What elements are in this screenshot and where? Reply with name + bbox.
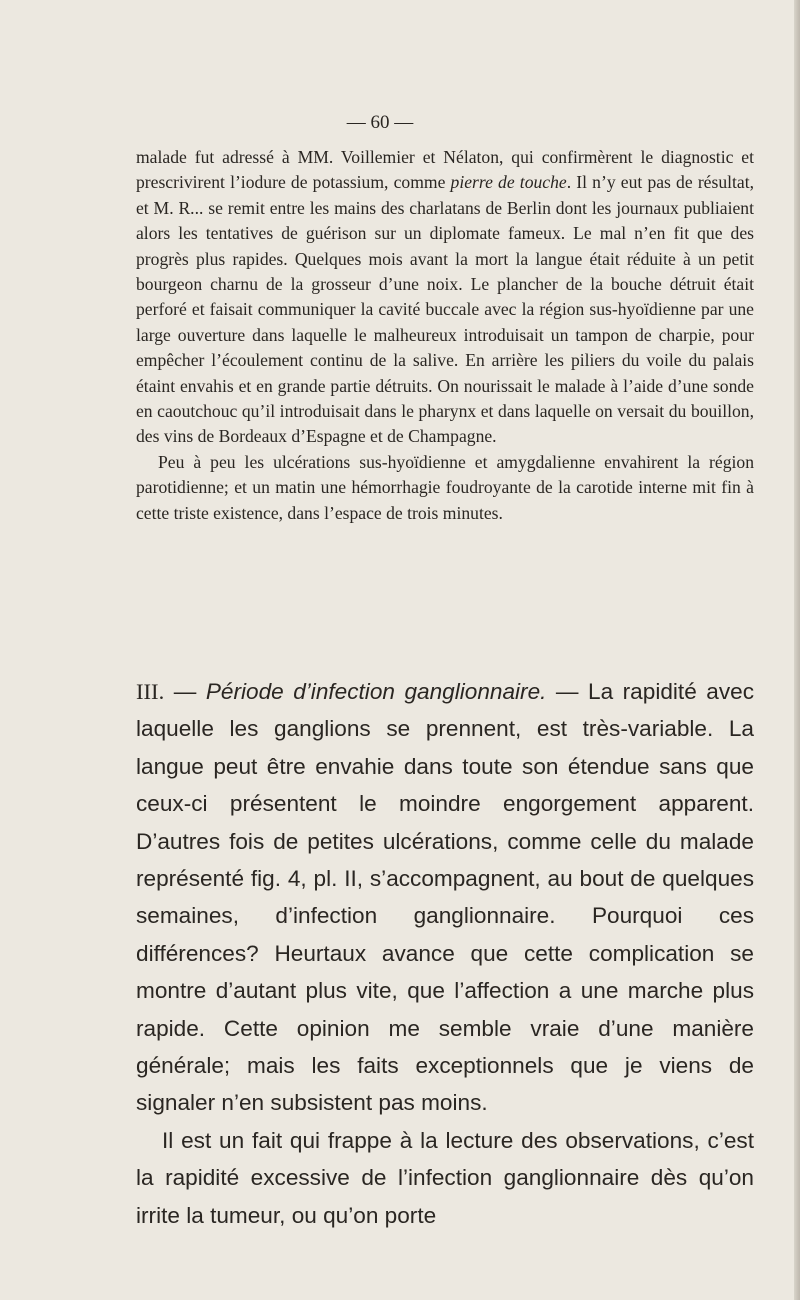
section-dash: — [164,679,206,704]
italic-phrase: pierre de touche [450,172,567,193]
paragraph-observation: Il est un fait qui frappe à la lecture des observations, c’est la rapidité excessive de l’infection ganglionnaire dès qu’on irrite la tumeur, ou qu’on porte [136,1127,754,1228]
section-number: III. [136,679,165,704]
page-edge-shadow [794,0,800,1300]
section-ganglionnaire [136,673,754,1234]
paragraph-case-history [136,145,754,450]
section-title: Période d’infection ganglionnaire. [205,679,547,704]
section-intro-paragraph [136,673,754,1122]
case-narrative [136,145,754,526]
paragraph-case-outcome: Peu à peu les ulcérations sus-hyoïdienne et amygdalienne envahirent la région parotidienne; et un matin une hémorrhagie foudroyante de la carotide interne mit fin à cette triste existence, dans l’espace de trois minutes. [136,451,754,523]
page-number: — 60 — [346,112,414,133]
paragraph-text-b: . Il n’y eut pas de résultat, et M. R... se remit entre les mains des charlatans de Berlin dont les journaux publiaient alors les tentatives de guérison sur un diplomate fameux. Le mal n’en fit que des progrès plus rapides. Quelques mois avant la mort la langue était réduite à un petit bourgeon charnu de la grosseur d’une noix. Le plancher de la bouche détruit était perforé et faisait communiquer la cavité buccale avec la région sus-hyoïdienne par une large ouverture dans laquelle le malheureux introduisait un tampon de charpie, pour empêcher l’écoulement continu de la salive. En arrière les piliers du voile du palais étaint envahis et en grande partie détruits. On nourissait le malade à l’aide d’une sonde en caoutchouc qu’il introduisait dans le pharynx et dans laquelle on versait du bouillon, des vins de Bordeaux d’Espagne et de Champagne. [136,172,755,447]
paragraph-text-a: malade fut adressé à MM. Voillemier et Nélaton, qui confirmèrent le diagnostic et prescrivirent l’iodure de potassium, comme [136,147,754,193]
section-paragraph-text: — La rapidité avec laquelle les ganglions se prennent, est très-variable. La langue peut être envahie dans toute son étendue sans que ceux-ci présentent le moindre engorgement apparent. D’autres fois de petites ulcérations, comme celle du malade représenté fig. 4, pl. II, s’accompagnent, au bout de quelques semaines, d’infection ganglionnaire. Pourquoi ces différences? Heurtaux avance que cette complication se montre d’autant plus vite, que l’affection a une marche plus rapide. Cette opinion me semble vraie d’une manière générale; mais les faits exceptionnels que je viens de signaler n’en subsistent pas moins. [136,679,754,1116]
